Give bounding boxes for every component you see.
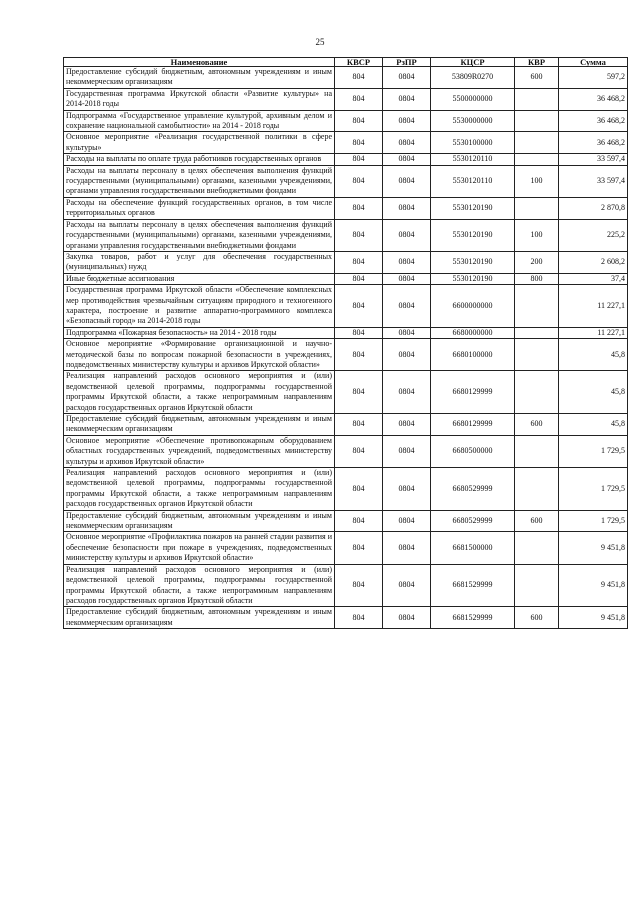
cell-name: Расходы на выплаты персоналу в целях обеспечения выполнения функций государственными (муниципальными) органами, казенными учреждениями, органами управления государственными внебюджетными фондами — [64, 165, 335, 197]
cell-name: Подпрограмма «Пожарная безопасность» на 2014 - 2018 годы — [64, 327, 335, 338]
cell-name: Основное мероприятие «Реализация государственной политики в сфере культуры» — [64, 132, 335, 154]
header-row — [64, 58, 628, 67]
cell-rzpr: 0804 — [383, 510, 431, 532]
cell-sum: 9 451,8 — [559, 607, 628, 629]
table-row — [64, 532, 628, 564]
cell-sum: 597,2 — [559, 67, 628, 89]
table-row — [64, 339, 628, 371]
cell-name: Иные бюджетные ассигнования — [64, 273, 335, 284]
cell-kvsr: 804 — [335, 251, 383, 273]
cell-kcsr: 6680529999 — [431, 468, 515, 511]
cell-kvsr: 804 — [335, 564, 383, 607]
cell-kvr: 200 — [515, 251, 559, 273]
cell-kvsr: 804 — [335, 435, 383, 467]
table-body — [64, 67, 628, 629]
cell-sum: 2 870,8 — [559, 197, 628, 219]
cell-sum: 1 729,5 — [559, 510, 628, 532]
cell-sum: 9 451,8 — [559, 564, 628, 607]
cell-rzpr: 0804 — [383, 607, 431, 629]
table-row — [64, 371, 628, 414]
cell-kvsr: 804 — [335, 219, 383, 251]
cell-sum: 11 227,1 — [559, 327, 628, 338]
cell-rzpr: 0804 — [383, 67, 431, 89]
header-kvr: КВР — [515, 58, 559, 67]
cell-kcsr: 5500000000 — [431, 88, 515, 110]
cell-name: Расходы на выплаты по оплате труда работников государственных органов — [64, 154, 335, 165]
table-row — [64, 154, 628, 165]
cell-kvr: 600 — [515, 414, 559, 436]
cell-name: Расходы на обеспечение функций государственных органов, в том числе территориальных органов — [64, 197, 335, 219]
table-row — [64, 165, 628, 197]
cell-kvsr: 804 — [335, 510, 383, 532]
cell-kcsr: 5530120190 — [431, 197, 515, 219]
cell-sum: 9 451,8 — [559, 532, 628, 564]
cell-name: Предоставление субсидий бюджетным, автономным учреждениям и иным некоммерческим организациям — [64, 607, 335, 629]
cell-kvsr: 804 — [335, 339, 383, 371]
cell-sum: 225,2 — [559, 219, 628, 251]
table-row — [64, 607, 628, 629]
table-row — [64, 88, 628, 110]
cell-rzpr: 0804 — [383, 110, 431, 132]
cell-rzpr: 0804 — [383, 251, 431, 273]
table-row — [64, 327, 628, 338]
cell-sum: 2 608,2 — [559, 251, 628, 273]
table-row — [64, 273, 628, 284]
cell-name: Основное мероприятие «Формирование организационной и научно-методической базы по вопросам пожарной безопасности в учреждениях, подведомственных министерству культуры и архивов Иркутской области» — [64, 339, 335, 371]
table-row — [64, 132, 628, 154]
cell-kvr: 600 — [515, 510, 559, 532]
cell-rzpr: 0804 — [383, 219, 431, 251]
cell-kvr — [515, 154, 559, 165]
cell-name: Расходы на выплаты персоналу в целях обеспечения выполнения функций государственными (муниципальными) органами, казенными учреждениями, органами управления государственными внебюджетными фондами — [64, 219, 335, 251]
page-number: 25 — [315, 37, 325, 47]
cell-name: Реализация направлений расходов основного мероприятия и (или) ведомственной целевой программы, подпрограммы государственной программы Иркутской области, а также непрограммным направлениям расходов государственных органов Иркутской области — [64, 371, 335, 414]
cell-rzpr: 0804 — [383, 165, 431, 197]
cell-kvr — [515, 339, 559, 371]
cell-name: Реализация направлений расходов основного мероприятия и (или) ведомственной целевой программы, подпрограммы государственной программы Иркутской области, а также непрограммным направлениям расходов государственных органов Иркутской области — [64, 564, 335, 607]
cell-sum: 33 597,4 — [559, 165, 628, 197]
cell-rzpr: 0804 — [383, 339, 431, 371]
cell-sum: 36 468,2 — [559, 110, 628, 132]
table-row — [64, 285, 628, 328]
cell-rzpr: 0804 — [383, 532, 431, 564]
cell-kvsr: 804 — [335, 607, 383, 629]
cell-kvr — [515, 197, 559, 219]
cell-kvr — [515, 532, 559, 564]
cell-kvr — [515, 327, 559, 338]
cell-kvr: 600 — [515, 607, 559, 629]
table-row — [64, 251, 628, 273]
table-row — [64, 564, 628, 607]
cell-name: Основное мероприятие «Обеспечение противопожарным оборудованием областных государственных учреждений, подведомственных министерству культуры и архивов Иркутской области» — [64, 435, 335, 467]
cell-sum: 36 468,2 — [559, 132, 628, 154]
cell-kvsr: 804 — [335, 371, 383, 414]
cell-rzpr: 0804 — [383, 285, 431, 328]
cell-kvsr: 804 — [335, 327, 383, 338]
cell-kvsr: 804 — [335, 532, 383, 564]
cell-kcsr: 5530120190 — [431, 219, 515, 251]
cell-rzpr: 0804 — [383, 88, 431, 110]
cell-kvsr: 804 — [335, 165, 383, 197]
cell-name: Предоставление субсидий бюджетным, автономным учреждениям и иным некоммерческим организациям — [64, 67, 335, 89]
cell-kcsr: 5530120110 — [431, 154, 515, 165]
cell-kcsr: 6680529999 — [431, 510, 515, 532]
cell-rzpr: 0804 — [383, 371, 431, 414]
header-rzpr: РзПР — [383, 58, 431, 67]
cell-kvsr: 804 — [335, 88, 383, 110]
cell-kcsr: 6680000000 — [431, 327, 515, 338]
cell-kvr — [515, 88, 559, 110]
cell-kvsr: 804 — [335, 197, 383, 219]
cell-kvr — [515, 564, 559, 607]
cell-kvr: 100 — [515, 165, 559, 197]
cell-name: Основное мероприятие «Профилактика пожаров на ранней стадии развития и обеспечение безопасности при пожаре в учреждениях, подведомственных министерству культуры и архивов Иркутской области» — [64, 532, 335, 564]
cell-kvr — [515, 132, 559, 154]
cell-kvr — [515, 371, 559, 414]
cell-kvr: 800 — [515, 273, 559, 284]
cell-kvsr: 804 — [335, 273, 383, 284]
cell-kcsr: 5530120110 — [431, 165, 515, 197]
cell-rzpr: 0804 — [383, 197, 431, 219]
cell-kvsr: 804 — [335, 132, 383, 154]
header-kvsr: КВСР — [335, 58, 383, 67]
cell-kcsr: 6681529999 — [431, 564, 515, 607]
table-row — [64, 510, 628, 532]
cell-kvr: 600 — [515, 67, 559, 89]
cell-kcsr: 6600000000 — [431, 285, 515, 328]
cell-kcsr: 6680500000 — [431, 435, 515, 467]
table-row — [64, 110, 628, 132]
cell-name: Государственная программа Иркутской области «Обеспечение комплексных мер противодействия чрезвычайным ситуациям природного и техногенного характера, построение и развитие аппаратно-программного комплекса «Безопасный город» на 2014-2018 годы — [64, 285, 335, 328]
cell-name: Предоставление субсидий бюджетным, автономным учреждениям и иным некоммерческим организациям — [64, 414, 335, 436]
table-row — [64, 67, 628, 89]
cell-kvsr: 804 — [335, 414, 383, 436]
cell-name: Закупка товаров, работ и услуг для обеспечения государственных (муниципальных) нужд — [64, 251, 335, 273]
cell-kvr — [515, 435, 559, 467]
cell-sum: 1 729,5 — [559, 435, 628, 467]
table-row — [64, 468, 628, 511]
cell-rzpr: 0804 — [383, 468, 431, 511]
table-row — [64, 414, 628, 436]
header-name: Наименование — [64, 58, 335, 67]
cell-sum: 36 468,2 — [559, 88, 628, 110]
cell-kcsr: 6680100000 — [431, 339, 515, 371]
cell-kcsr: 5530100000 — [431, 132, 515, 154]
cell-rzpr: 0804 — [383, 132, 431, 154]
cell-sum: 37,4 — [559, 273, 628, 284]
cell-kcsr: 6680129999 — [431, 371, 515, 414]
cell-name: Реализация направлений расходов основного мероприятия и (или) ведомственной целевой программы, подпрограммы государственной программы Иркутской области, а также непрограммным направлениям расходов государственных органов Иркутской области — [64, 468, 335, 511]
cell-rzpr: 0804 — [383, 414, 431, 436]
cell-kcsr: 6681529999 — [431, 607, 515, 629]
cell-kvr — [515, 110, 559, 132]
cell-kcsr: 5530000000 — [431, 110, 515, 132]
table-row — [64, 197, 628, 219]
cell-sum: 33 597,4 — [559, 154, 628, 165]
cell-sum: 45,8 — [559, 339, 628, 371]
cell-rzpr: 0804 — [383, 435, 431, 467]
table-row — [64, 219, 628, 251]
header-kcsr: КЦСР — [431, 58, 515, 67]
cell-kcsr: 5530120190 — [431, 273, 515, 284]
cell-sum: 1 729,5 — [559, 468, 628, 511]
cell-name: Предоставление субсидий бюджетным, автономным учреждениям и иным некоммерческим организациям — [64, 510, 335, 532]
cell-kvsr: 804 — [335, 110, 383, 132]
cell-kvsr: 804 — [335, 285, 383, 328]
cell-kcsr: 53809R0270 — [431, 67, 515, 89]
table-row — [64, 435, 628, 467]
header-sum: Сумма — [559, 58, 628, 67]
cell-kcsr: 5530120190 — [431, 251, 515, 273]
cell-kvr: 100 — [515, 219, 559, 251]
cell-kvr — [515, 285, 559, 328]
cell-rzpr: 0804 — [383, 273, 431, 284]
cell-rzpr: 0804 — [383, 154, 431, 165]
cell-name: Государственная программа Иркутской области «Развитие культуры» на 2014-2018 годы — [64, 88, 335, 110]
cell-rzpr: 0804 — [383, 327, 431, 338]
cell-sum: 45,8 — [559, 371, 628, 414]
cell-kvr — [515, 468, 559, 511]
cell-kvsr: 804 — [335, 67, 383, 89]
cell-kcsr: 6680129999 — [431, 414, 515, 436]
cell-kvsr: 804 — [335, 468, 383, 511]
cell-rzpr: 0804 — [383, 564, 431, 607]
cell-name: Подпрограмма «Государственное управление культурой, архивным делом и сохранение национальной самобытности» на 2014 - 2018 годы — [64, 110, 335, 132]
cell-sum: 11 227,1 — [559, 285, 628, 328]
cell-kvsr: 804 — [335, 154, 383, 165]
cell-kcsr: 6681500000 — [431, 532, 515, 564]
cell-sum: 45,8 — [559, 414, 628, 436]
table-header — [64, 58, 628, 67]
budget-table — [63, 57, 628, 629]
